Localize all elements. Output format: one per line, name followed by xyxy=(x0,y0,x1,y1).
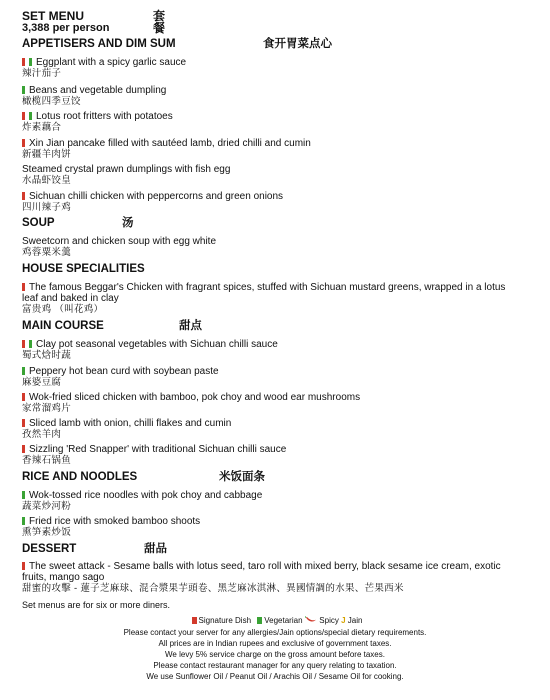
signature-marker xyxy=(22,139,25,147)
chili-pepper-icon xyxy=(305,615,320,625)
vegetarian-marker xyxy=(22,517,25,525)
footer-line: Please contact your server for any allergies/Jain options/special dietary requirements. xyxy=(123,628,427,637)
legend-vegetarian: Vegetarian xyxy=(264,616,303,625)
menu-header xyxy=(22,9,166,35)
section-house-specialities xyxy=(22,263,145,276)
signature-legend-marker xyxy=(192,617,197,624)
legend-jain: Jain xyxy=(347,616,363,625)
vegetarian-marker xyxy=(29,58,32,66)
section-main-course xyxy=(22,320,202,333)
item-name-cn: 孜然羊肉 xyxy=(22,429,62,440)
signature-marker xyxy=(22,283,25,291)
footer-line: Please contact restaurant manager for any query relating to taxation. xyxy=(153,661,397,670)
section-title: MAIN COURSE xyxy=(22,320,104,332)
section-title: HOUSE SPECIALITIES xyxy=(22,263,145,275)
section-appetisers xyxy=(22,38,332,51)
item-name: The famous Beggar's Chicken with fragrant spices, stuffed with Sichuan mustard greens, wrapped in a lotus leaf and baked in clay xyxy=(22,282,506,304)
item-name-cn: 水晶虾饺皇 xyxy=(22,175,72,186)
item-name: Sizzling 'Red Snapper' with traditional Sichuan chilli sauce xyxy=(29,444,287,455)
footer-line: All prices are in Indian rupees and exclusive of government taxes. xyxy=(158,639,392,648)
menu-item xyxy=(22,138,522,160)
section-soup xyxy=(22,217,134,230)
legend-spicy: Spicy xyxy=(319,616,339,625)
item-name: Sichuan chilli chicken with peppercorns and green onions xyxy=(29,191,284,202)
menu-item xyxy=(22,57,522,79)
item-name: Clay pot seasonal vegetables with Sichuan chilli sauce xyxy=(36,339,278,350)
menu-item xyxy=(22,282,522,315)
section-title-zh: 甜点 xyxy=(179,320,202,332)
item-name: Peppery hot bean curd with soybean paste xyxy=(29,366,219,377)
menu-item xyxy=(22,516,522,538)
item-name-cn: 麻婆豆腐 xyxy=(22,377,62,388)
vegetarian-legend-marker xyxy=(257,617,262,624)
item-name-cn: 辣汁茄子 xyxy=(22,68,62,79)
item-name-cn: 熏笋素炒饭 xyxy=(22,527,72,538)
item-name-cn: 四川辣子鸡 xyxy=(22,202,72,213)
item-name-cn: 甜蜜的攻擊 - 蓮子芝麻球、混合漿果芋頭卷、黑芝麻冰淇淋、異國情調的水果、芒果西米 xyxy=(22,583,404,594)
item-name: Wok-tossed rice noodles with pok choy and cabbage xyxy=(29,490,263,501)
menu-item xyxy=(22,111,522,133)
menu-item xyxy=(22,418,522,440)
signature-marker xyxy=(22,340,25,348)
diners-note: Set menus are for six or more diners. xyxy=(22,600,171,610)
section-dessert xyxy=(22,543,167,556)
footer-line: We levy 5% service charge on the gross amount before taxes. xyxy=(165,650,385,659)
section-title-zh: 食开胃菜点心 xyxy=(263,38,332,50)
signature-marker xyxy=(22,445,25,453)
item-name: Steamed crystal prawn dumplings with fish egg xyxy=(22,164,231,175)
item-name-cn: 鸡蓉粟米羹 xyxy=(22,247,72,258)
menu-title-zh: 套餐 xyxy=(153,9,166,35)
item-name: Wok-fried sliced chicken with bamboo, pok choy and wood ear mushrooms xyxy=(29,392,361,403)
item-name: Beans and vegetable dumpling xyxy=(29,85,167,96)
footer-line: We use Sunflower Oil / Peanut Oil / Arachis Oil / Sesame Oil for cooking. xyxy=(146,672,404,681)
menu-item xyxy=(22,444,522,466)
section-title: APPETISERS AND DIM SUM xyxy=(22,38,176,50)
menu-title: SET MENU xyxy=(22,9,85,23)
signature-marker xyxy=(22,58,25,66)
signature-marker xyxy=(22,112,25,120)
section-rice-noodles xyxy=(22,471,265,484)
menu-item xyxy=(22,392,522,414)
item-name-cn: 香辣石锅鱼 xyxy=(22,455,72,466)
menu-item xyxy=(22,561,522,594)
item-name-cn: 家常溜鸡片 xyxy=(22,403,72,414)
signature-marker xyxy=(22,192,25,200)
item-name-cn: 炸素藕合 xyxy=(22,122,62,133)
legend xyxy=(0,615,550,682)
item-name-cn: 富贵鸡 （叫花鸡） xyxy=(22,304,104,315)
menu-item xyxy=(22,191,522,213)
item-name: The sweet attack - Sesame balls with lotus seed, taro roll with mixed berry, black sesame ice cream, exotic fruits, mango sago xyxy=(22,561,501,583)
vegetarian-marker xyxy=(29,112,32,120)
menu-item xyxy=(22,339,522,361)
signature-marker xyxy=(22,562,25,570)
section-title-zh: 米饭面条 xyxy=(219,471,265,483)
item-name-cn: 蔬菜炒河粉 xyxy=(22,501,72,512)
section-title: DESSERT xyxy=(22,543,77,555)
menu-price: 3,388 per person xyxy=(22,22,110,34)
vegetarian-marker xyxy=(22,86,25,94)
item-name: Sliced lamb with onion, chilli flakes and cumin xyxy=(29,418,232,429)
vegetarian-marker xyxy=(29,340,32,348)
legend-signature: Signature Dish xyxy=(198,616,252,625)
menu-item xyxy=(22,366,522,388)
item-name: Lotus root fritters with potatoes xyxy=(36,111,173,122)
item-name-cn: 橄榄四季豆饺 xyxy=(22,96,81,107)
item-name-cn: 新疆羊肉饼 xyxy=(22,149,72,160)
menu-item xyxy=(22,236,522,258)
vegetarian-marker xyxy=(22,491,25,499)
section-title: SOUP xyxy=(22,217,55,229)
section-title-zh: 汤 xyxy=(122,217,134,229)
jain-icon: J xyxy=(341,616,346,625)
menu-item xyxy=(22,164,522,186)
item-name-cn: 蜀式焓时蔬 xyxy=(22,350,72,361)
vegetarian-marker xyxy=(22,367,25,375)
signature-marker xyxy=(22,393,25,401)
signature-marker xyxy=(22,419,25,427)
item-name: Eggplant with a spicy garlic sauce xyxy=(36,57,187,68)
item-name: Fried rice with smoked bamboo shoots xyxy=(29,516,201,527)
menu-item xyxy=(22,85,522,107)
menu-item xyxy=(22,490,522,512)
section-title-zh: 甜品 xyxy=(144,543,167,555)
item-name: Sweetcorn and chicken soup with egg white xyxy=(22,236,217,247)
item-name: Xin Jian pancake filled with sautéed lamb, dried chilli and cumin xyxy=(29,138,311,149)
section-title: RICE AND NOODLES xyxy=(22,471,138,483)
